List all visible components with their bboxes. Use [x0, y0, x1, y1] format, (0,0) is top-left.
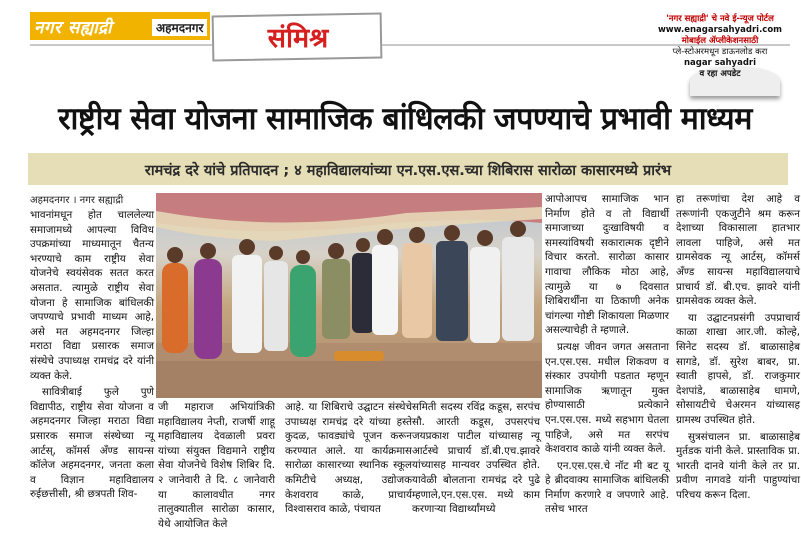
paragraph: सावित्रीबाई फुले पुणे विद्यापीठ, राष्ट्रीय सेवा योजना व अहमदनगर जिल्हा मराठा विद्या प्रसारक समाज संस्थेच्या न्यू आर्टस्, कॉमर्स अँण्ड सायन्स कॉलेज अहमदनगर, जनता कला व विज्ञान महाविद्यालय रुईछत्तीसी, श्री छत्रपती शिव- [30, 386, 154, 501]
portal-ad [640, 14, 800, 84]
article-column-4 [412, 400, 540, 517]
ad-line-6: व रहा अपडेट [699, 69, 741, 79]
headline: राष्ट्रीय सेवा योजना सामाजिक बांधिलकी जपण्याचे प्रभावी माध्यम [58, 101, 752, 137]
paragraph: जी महाराज अभियांत्रिकी महाविद्यालय नेप्ती, राजर्षी शाहू महाविद्यालय देवळाली प्रवरा यांच्या संयुक्त विद्यमाने राष्ट्रीय सेवा योजनेचे विशेष शिबिर दि. २ जानेवारी ते दि. ८ जानेवारी या कालावधीत नगर तालुक्यातील सारोळा कासार, येथे आयोजित केले [158, 401, 275, 530]
article-column-6 [676, 192, 800, 502]
section-title: संमिश्र [267, 23, 329, 54]
article-column-2 [158, 400, 275, 531]
byline: अहमदनगर । नगर सह्याद्री [30, 195, 124, 206]
newspaper-brand: नगर सह्याद्री [34, 18, 113, 38]
paragraph: आहे. या शिबिराचे उद्घाटन संस्थेचे उपाध्यक्ष रामचंद्र दरे यांच्या हस्ते कुदळ, फावड्यांचे पूजन करून करण्यात आले. या कार्यक्रमास सारोळा कासारच्या स्थानिक स्कूल कमिटीचे अध्यक्ष, उद्योजक केशवराव काळे, प्राचार्य विश्वासराव काळे, पंचायत [285, 401, 412, 516]
event-photo [156, 193, 542, 398]
paragraph: समिती सदस्य रविंद्र कडूस, सरपंच सौ. आरती कडूस, उपसरपंच जयप्रकाश पाटील यांच्यासह न्यू आर्टस्चे प्राचार्य डॉ.बी.एच.झावरे यांच्यासह मान्यवर उपस्थित होते. यावेळी बोलताना रामचंद्र दरे पुढे म्हणाले,एन.एस.एस. मध्ये काम करणाऱ्या विद्यार्थ्यांमध्ये [412, 401, 540, 516]
paragraph: प्रत्यक्ष जीवन जगत असताना एन.एस.एस. मधील शिकवण व संस्कार उपयोगी पडतात म्हणून सामाजिक ऋणातून मुक्त होण्यासाठी प्रत्येकाने एन.एस.एस. मध्ये सहभाग घेतला पाहिजे, असे मत सरपंच केशवराव काळे यांनी व्यक्त केले. [545, 340, 669, 456]
paragraph: आपोआपच सामाजिक भान निर्माण होते व तो विद्यार्थी समाजाच्या दुःखाविषयी व समस्यांविषयी सकारात्मक दृष्टीने विचार करतो. सारोळा कासार गावाचा लौकिक मोठा आहे, त्यामुळे या ७ दिवसात शिबिरार्थींना या ठिकाणी अनेक चांगल्या गोष्टी शिकायला मिळणार असल्याचेही ते म्हणाले. [545, 193, 669, 337]
ad-line-1: 'नगर सह्याद्री' चे नवे ई-न्यूज पोर्टल [666, 14, 774, 24]
article-column-1 [30, 208, 154, 502]
paragraph: भावनांमधून होत चाललेल्या समाजामध्ये आपल्या विविध उपक्रमांच्या माध्यमातून चैतन्य भरण्याचे काम राष्ट्रीय सेवा योजनेचे स्वयंसेवक सतत करत असतात. त्यामुळे राष्ट्रीय सेवा योजना हे सामाजिक बांधिलकी जपण्याचे प्रभावी माध्यम आहे, असे मत अहमदनगर जिल्हा मराठा विद्या प्रसारक समाज संस्थेचे उपाध्यक्ष रामचंद्र दरे यांनी व्यक्त केले. [30, 209, 154, 382]
ad-line-4: प्ले-स्टोअरमधून डाऊनलोड करा [672, 47, 768, 57]
paragraph: एन.एस.एस.चे नॉट मी बट यू हे ब्रीदवाक्य सामाजिक बांधिलकी निर्माण करणारे व जपणारे आहे. तसेच भारत [545, 459, 669, 516]
paragraph: सुत्रसंचालन प्रा. बाळासाहेब मुर्तडक यांनी केले. प्रास्ताविक प्रा. भारती दानवे यांनी केले तर प्रा. प्रवीण नागवडे यांनी पाहुण्यांचा परिचय करून दिला. [676, 430, 800, 501]
article-column-5 [545, 192, 669, 517]
edition-city: अहमदनगर [152, 19, 207, 36]
subtitle: रामचंद्र दरे यांचे प्रतिपादन ; ४ महाविद्यालयांच्या एन.एस.एस.च्या शिबिरास सारोळा कासारमध्ये प्रारंभ [144, 163, 672, 179]
paragraph: या उद्घाटनप्रसंगी उपप्राचार्य काळा शाखा आर.जी. कोल्हे, सिनेट सदस्य डॉ. बाळासाहेब सागडे, डॉ. सुरेश बाबर, प्रा. स्वाती हापसे, डॉ. राजकुमार देशपांडे, बाळासाहेब धामणे, सोसायटीचे चेअरमन यांच्यासह ग्रामस्थ उपस्थित होते. [676, 311, 800, 426]
article-column-3 [285, 400, 412, 517]
ad-line-2: www.enagarsahyadri.com [657, 25, 783, 35]
group-photo-illustration [156, 193, 542, 398]
ad-line-5: nagar sahyadri [683, 58, 757, 68]
ad-line-3: मोबाईल ॲप्लीकेशनसाठी [681, 36, 759, 46]
paragraph: हा तरूणांचा देश आहे व तरूणांनी एकजुटीने श्रम करून देशाच्या विकासाला हातभार लावला पाहिजे, असे मत ग्रामसेवक न्यू आर्टस्, कॉमर्स अँण्ड सायन्स महाविद्यालयाचे प्राचार्य डॉ. बी.एच. झावरे यांनी ग्रामसेवक व्यक्त केले. [676, 193, 800, 308]
